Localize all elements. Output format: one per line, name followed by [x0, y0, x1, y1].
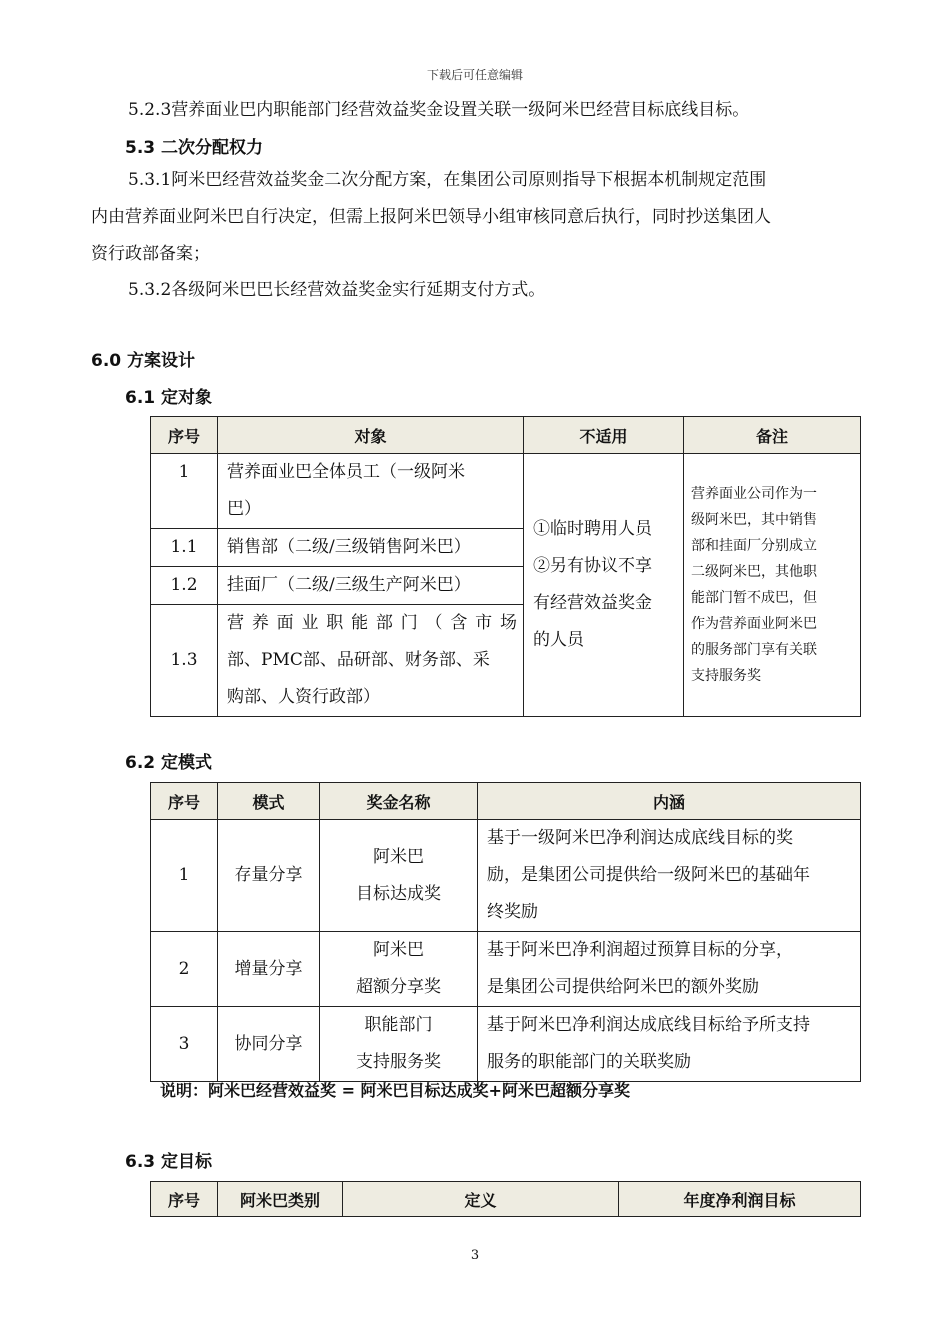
object-cell: [218, 605, 524, 717]
content-cell: [478, 1007, 861, 1082]
header-no: 序号: [151, 1182, 218, 1217]
remark-cell: [684, 454, 861, 717]
bonus-name-line: 支持服务奖: [356, 1052, 441, 1072]
bonus-name-cell: [320, 820, 478, 932]
object-line: 巴）: [227, 499, 261, 519]
content-line: 基于阿米巴净利润超过预算目标的分享，: [487, 940, 793, 960]
not-applicable-cell: [524, 454, 684, 717]
remark-line: 支持服务奖: [691, 668, 761, 684]
mode-table: [150, 782, 861, 1082]
heading-6-2: 6.2 定模式: [125, 753, 213, 773]
content-line: 服务的职能部门的关联奖励: [487, 1052, 691, 1072]
content-cell: [478, 820, 861, 932]
mode-cell: 增量分享: [218, 932, 320, 1007]
remark-line: 部和挂面厂分别成立: [691, 538, 817, 554]
row-number: 3: [151, 1007, 218, 1082]
row-number: 1.1: [151, 529, 218, 567]
header-amoeba-category: 阿米巴类别: [218, 1182, 343, 1217]
bonus-name-line: 超额分享奖: [356, 977, 441, 997]
table-row: [151, 454, 861, 529]
header-object: 对象: [218, 417, 524, 454]
object-line: 部、PMC部、品研部、财务部、采: [227, 650, 490, 670]
not-applicable-line: ②另有协议不享: [533, 556, 652, 576]
remark-line: 的服务部门享有关联: [691, 642, 817, 658]
paragraph-5-3-1-line3: 资行政部备案；: [91, 244, 210, 264]
paragraph-5-2-3: 5.2.3营养面业巴内职能部门经营效益奖金设置关联一级阿米巴经营目标底线目标。: [128, 100, 750, 120]
content-line: 励，是集团公司提供给一级阿米巴的基础年: [487, 865, 810, 885]
header-bonus-name: 奖金名称: [320, 783, 478, 820]
object-cell: [218, 454, 524, 529]
content-line: 终奖励: [487, 902, 538, 922]
mode-cell: 存量分享: [218, 820, 320, 932]
header-not-applicable: 不适用: [524, 417, 684, 454]
row-number: 1: [151, 820, 218, 932]
header-content: 内涵: [478, 783, 861, 820]
bonus-name-line: 阿米巴: [373, 940, 424, 960]
content-line: 基于阿米巴净利润达成底线目标给予所支持: [487, 1015, 810, 1035]
heading-5-3: 5.3 二次分配权力: [125, 138, 264, 158]
bonus-name-line: 目标达成奖: [356, 883, 441, 904]
paragraph-5-3-1-line1: 5.3.1阿米巴经营效益奖金二次分配方案，在集团公司原则指导下根据本机制规定范围: [128, 170, 767, 190]
bonus-name-line: 阿米巴: [373, 846, 424, 867]
remark-line: 级阿米巴，其中销售: [691, 512, 817, 528]
remark-line: 能部门暂不成巴，但: [691, 590, 817, 606]
remark-line: 营养面业公司作为一: [691, 486, 817, 502]
mode-table-note: 说明：阿米巴经营效益奖 = 阿米巴目标达成奖+阿米巴超额分享奖: [160, 1081, 630, 1100]
heading-6-1: 6.1 定对象: [125, 388, 213, 408]
not-applicable-line: ①临时聘用人员: [533, 519, 652, 539]
bonus-name-line: 职能部门: [364, 1015, 433, 1035]
heading-6-3: 6.3 定目标: [125, 1152, 213, 1172]
row-number: 2: [151, 932, 218, 1007]
mode-cell: 协同分享: [218, 1007, 320, 1082]
row-number: 1: [151, 454, 218, 529]
header-no: 序号: [151, 783, 218, 820]
object-line: 营养面业巴全体员工（一级阿米: [227, 462, 465, 482]
table-row: [151, 1007, 861, 1082]
object-line: 营养面业职能部门（含市场: [227, 613, 517, 633]
header-annual-profit-target: 年度净利润目标: [619, 1182, 861, 1217]
paragraph-5-3-1-line2: 内由营养面业阿米巴自行决定，但需上报阿米巴领导小组审核同意后执行，同时抄送集团人: [91, 207, 771, 227]
header-definition: 定义: [343, 1182, 619, 1217]
content-line: 基于一级阿米巴净利润达成底线目标的奖: [487, 828, 793, 848]
object-cell: 挂面厂（二级/三级生产阿米巴）: [218, 567, 524, 605]
row-number: 1.3: [151, 605, 218, 717]
header-note: 下载后可任意编辑: [426, 68, 523, 82]
content-cell: [478, 932, 861, 1007]
content-line: 是集团公司提供给阿米巴的额外奖励: [487, 977, 759, 997]
bonus-name-cell: [320, 932, 478, 1007]
not-applicable-line: 的人员: [533, 630, 584, 650]
target-table: [150, 1181, 861, 1217]
object-cell: 销售部（二级/三级销售阿米巴）: [218, 529, 524, 567]
header-remark: 备注: [684, 417, 861, 454]
target-object-table: [150, 416, 861, 717]
object-line: 购部、人资行政部）: [227, 687, 380, 707]
table-header-row: [151, 417, 861, 454]
table-row: [151, 820, 861, 932]
not-applicable-line: 有经营效益奖金: [533, 593, 652, 613]
table-header-row: [151, 783, 861, 820]
paragraph-5-3-2: 5.3.2各级阿米巴巴长经营效益奖金实行延期支付方式。: [128, 280, 546, 300]
row-number: 1.2: [151, 567, 218, 605]
table-row: [151, 932, 861, 1007]
page-number: 3: [470, 1248, 480, 1263]
bonus-name-cell: [320, 1007, 478, 1082]
remark-line: 作为营养面业阿米巴: [691, 616, 817, 632]
table-header-row: [151, 1182, 861, 1217]
remark-line: 二级阿米巴，其他职: [691, 564, 817, 580]
header-no: 序号: [151, 417, 218, 454]
header-mode: 模式: [218, 783, 320, 820]
heading-6-0: 6.0 方案设计: [91, 351, 196, 371]
